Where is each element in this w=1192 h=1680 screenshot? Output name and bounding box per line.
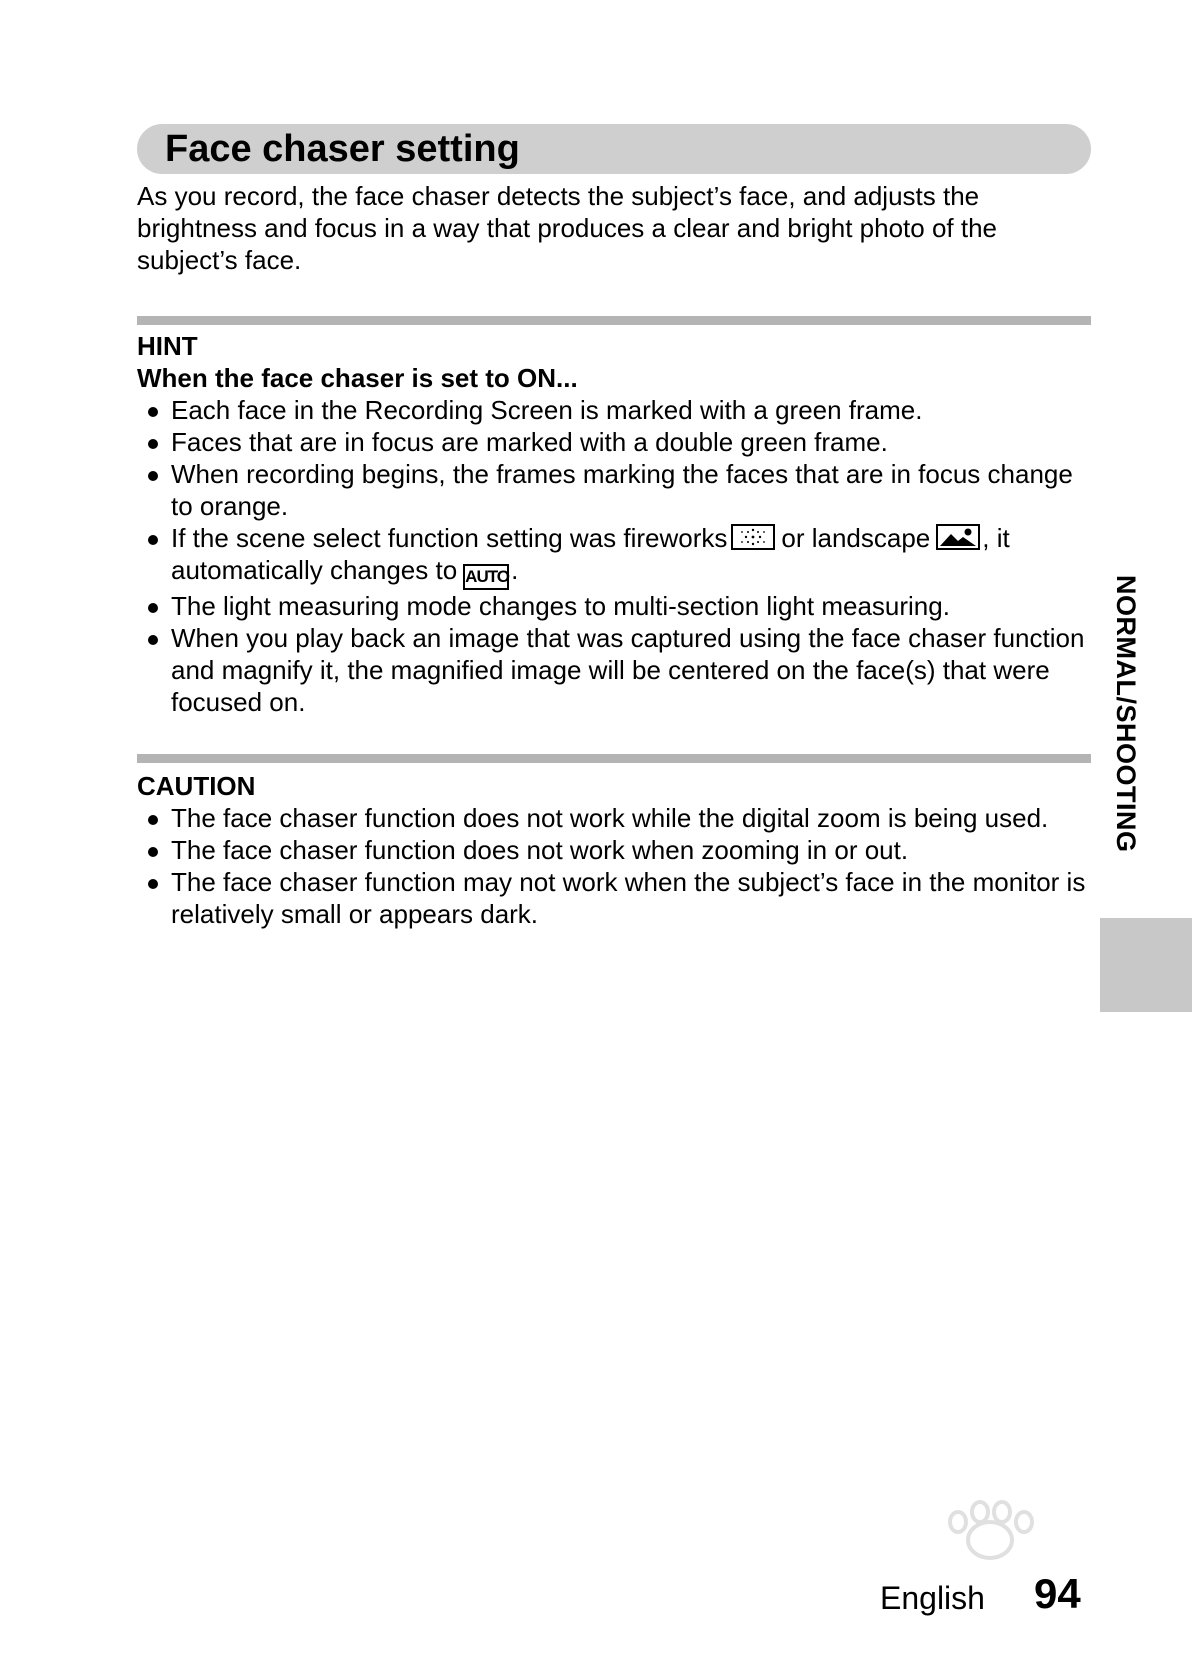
- list-item-text: The face chaser function does not work while the digital zoom is being used.: [171, 803, 1049, 833]
- bullet-icon: [148, 439, 158, 449]
- hint-subheading: When the face chaser is set to ON...: [137, 363, 578, 393]
- list-item: [137, 458, 1097, 522]
- bullet-icon: [148, 603, 158, 613]
- bullet-icon: [148, 407, 158, 417]
- list-item: [137, 426, 1097, 458]
- list-item-text: The light measuring mode changes to multi-section light measuring.: [171, 591, 950, 621]
- list-item: [137, 802, 1097, 834]
- bullet-icon: [148, 847, 158, 857]
- bullet-icon: [148, 879, 158, 889]
- bullet-icon: [148, 635, 158, 645]
- scene-text-3: , it automatically changes to: [171, 523, 1010, 585]
- hint-section: [137, 330, 1097, 718]
- bullet-icon: [148, 471, 158, 481]
- list-item: [137, 590, 1097, 622]
- intro-paragraph: As you record, the face chaser detects the subject’s face, and adjusts the brightness and focus in a way that produces a clear and bright photo of the subject’s face.: [137, 181, 997, 275]
- list-item: [137, 394, 1097, 426]
- bullet-icon: [148, 535, 158, 545]
- fireworks-icon: [731, 524, 775, 550]
- page-number: 94: [1034, 1570, 1081, 1617]
- scene-text-4: .: [511, 555, 519, 585]
- side-chapter-label: NORMAL/SHOOTING: [1111, 575, 1141, 853]
- list-item-text: The face chaser function may not work when the subject’s face in the monitor is relatively small or appears dark.: [171, 867, 1086, 929]
- side-chapter-tab: [1100, 918, 1192, 1012]
- hint-divider: [137, 316, 1091, 325]
- scene-text-2: or landscape: [781, 523, 931, 553]
- list-item: [137, 866, 1097, 930]
- page-title: Face chaser setting: [165, 128, 520, 170]
- list-item: [137, 834, 1097, 866]
- caution-heading: CAUTION: [137, 771, 256, 801]
- list-item-scene: [137, 522, 1097, 590]
- list-item-text: When you play back an image that was captured using the face chaser function and magnify it, the magnified image will be centered on the face(s) that were focused on.: [171, 623, 1085, 717]
- landscape-icon: [936, 524, 980, 550]
- hint-heading: HINT: [137, 331, 198, 361]
- list-item-text: Each face in the Recording Screen is marked with a green frame.: [171, 395, 923, 425]
- auto-mode-icon: AUTO: [463, 564, 509, 590]
- section-title-bar: [137, 124, 1091, 174]
- list-item: [137, 622, 1097, 718]
- footer-language: English: [880, 1580, 985, 1616]
- caution-list: [137, 802, 1097, 930]
- list-item-text: When recording begins, the frames marking the faces that are in focus change to orange.: [171, 459, 1073, 521]
- list-item-text: The face chaser function does not work when zooming in or out.: [171, 835, 909, 865]
- caution-section: [137, 770, 1097, 930]
- caution-divider: [137, 754, 1091, 763]
- bullet-icon: [148, 815, 158, 825]
- scene-text-1: If the scene select function setting was fireworks: [171, 523, 728, 553]
- hint-list: [137, 394, 1097, 718]
- list-item-text: Faces that are in focus are marked with a double green frame.: [171, 427, 888, 457]
